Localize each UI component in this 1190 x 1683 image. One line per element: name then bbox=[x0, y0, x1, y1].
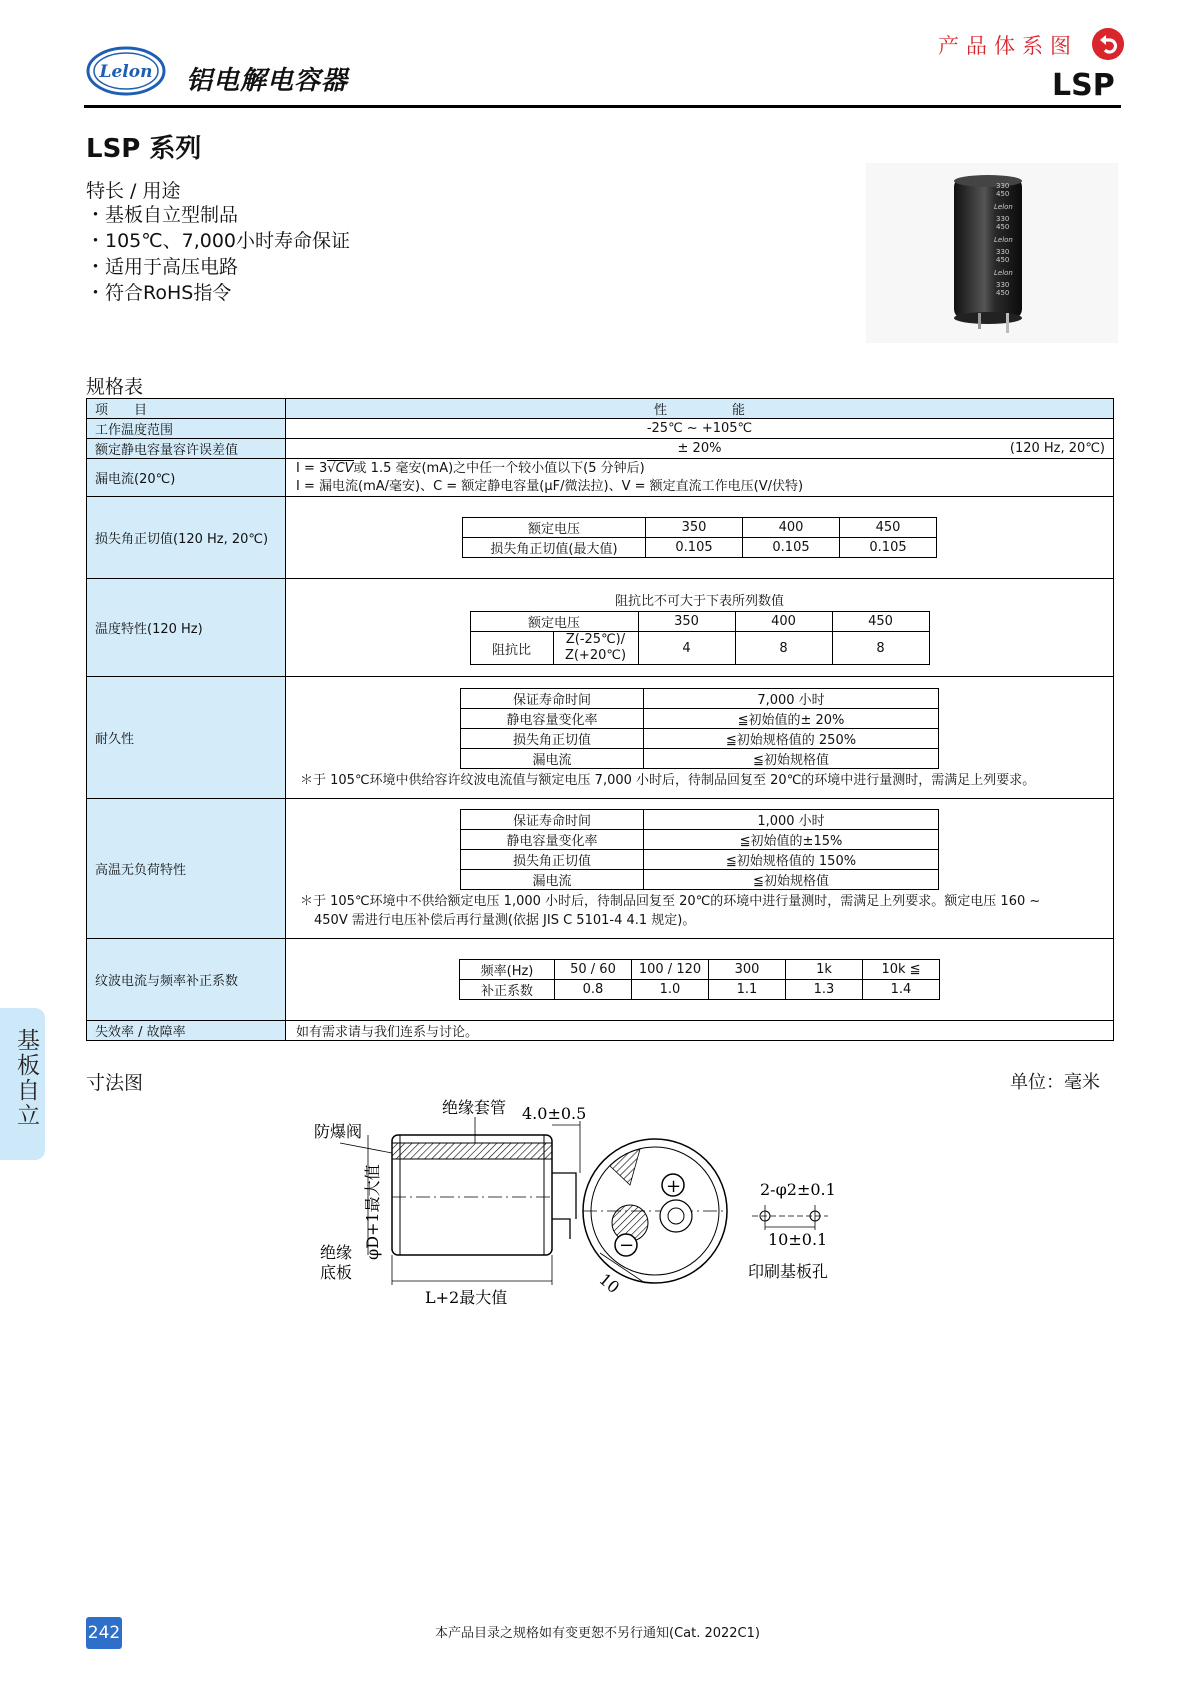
shelf-note: ＊于 105℃环境中不供给额定电压 1,000 小时后，待制品回复至 20℃的环境中进行量测时，需满足上列要求。额定电压 160 ~ 450V 需进行电压补偿后再行量测(依据 JIS C 5101-4 4.1 规定)。 bbox=[300, 894, 1041, 928]
row-label: 失效率 / 故障率 bbox=[87, 1021, 286, 1041]
temp-char-caption: 阻抗比不可大于下表所列数值 bbox=[614, 594, 784, 609]
shelf-cell bbox=[286, 799, 1114, 939]
leakage-legend: I = 漏电流(mA/毫安)、C = 额定静电容量(μF/微法拉)、V = 额定直流工作电压(V/伏特) bbox=[296, 478, 804, 494]
svg-text:450: 450 bbox=[996, 223, 1010, 231]
svg-text:Lelon: Lelon bbox=[994, 203, 1013, 211]
svg-text:Lelon: Lelon bbox=[994, 269, 1013, 277]
svg-text:450: 450 bbox=[996, 256, 1010, 264]
feature-item: ・105℃、7,000小时寿命保证 bbox=[86, 230, 350, 252]
page-number: 242 bbox=[86, 1617, 122, 1649]
row-label: 损失角正切值(120 Hz, 20℃) bbox=[87, 497, 286, 579]
cap-tol-condition: (120 Hz, 20℃) bbox=[1009, 441, 1105, 456]
table-row bbox=[87, 579, 1114, 677]
footer-note: 本产品目录之规格如有变更恕不另行通知(Cat. 2022C1) bbox=[435, 1626, 760, 1641]
features-heading: 特长 / 用途 bbox=[86, 180, 181, 202]
table-row bbox=[87, 677, 1114, 799]
side-tab-category[interactable]: 基板自立 bbox=[0, 1008, 45, 1160]
ripple-table: 频率(Hz) 50 / 60 100 / 120 300 1k 10k ≦ 补正系数 0.8 1.0 1.1 1.3 1.4 bbox=[459, 959, 940, 1000]
tan-table: 额定电压 350 400 450 损失角正切值(最大值) 0.105 0.105 0.105 bbox=[462, 517, 937, 558]
svg-text:330: 330 bbox=[996, 215, 1010, 223]
capacitor-photo bbox=[866, 163, 1118, 343]
tan-cell bbox=[286, 497, 1114, 579]
unit-label: 单位：毫米 bbox=[1010, 1072, 1100, 1093]
feature-item: ・符合RoHS指令 bbox=[86, 282, 232, 304]
svg-text:450: 450 bbox=[996, 289, 1010, 297]
table-row bbox=[87, 439, 1114, 459]
cap-tol-value: ± 20% bbox=[677, 441, 722, 456]
svg-text:Lelon: Lelon bbox=[99, 62, 153, 82]
vent-label: 防爆阀 bbox=[314, 1122, 363, 1141]
features-list bbox=[86, 202, 350, 306]
row-label: 工作温度范围 bbox=[87, 419, 286, 439]
dimension-drawing bbox=[300, 1085, 910, 1315]
row-label: 温度特性(120 Hz) bbox=[87, 579, 286, 677]
row-label: 耐久性 bbox=[87, 677, 286, 799]
row-label: 高温无负荷特性 bbox=[87, 799, 286, 939]
svg-text:−: − bbox=[619, 1235, 635, 1256]
lead-length-label: 4.0±0.5 bbox=[522, 1104, 587, 1123]
sleeve-label: 绝缘套管 bbox=[442, 1098, 507, 1117]
header-rule bbox=[84, 105, 1121, 108]
series-title: LSP 系列 bbox=[86, 134, 202, 164]
row-label: 漏电流(20℃) bbox=[87, 459, 286, 497]
product-system-link[interactable]: 产品体系图 bbox=[938, 34, 1078, 58]
row-label: 纹波电流与频率补正系数 bbox=[87, 939, 286, 1021]
svg-text:330: 330 bbox=[996, 248, 1010, 256]
table-row bbox=[87, 1021, 1114, 1041]
row-label: 额定静电容量容许误差值 bbox=[87, 439, 286, 459]
temp-range-value: -25℃ ~ +105℃ bbox=[286, 419, 1114, 439]
table-row bbox=[87, 459, 1114, 497]
col-item-header: 项 目 bbox=[87, 399, 286, 419]
endurance-cell bbox=[286, 677, 1114, 799]
spec-table bbox=[86, 398, 1114, 1041]
base-label-1: 绝缘 bbox=[320, 1243, 353, 1262]
spec-header-row bbox=[87, 399, 1114, 419]
svg-text:450: 450 bbox=[996, 190, 1010, 198]
diameter-label: φD+1最大值 bbox=[363, 1164, 382, 1260]
table-row bbox=[87, 419, 1114, 439]
pitch-label: 10±0.1 bbox=[768, 1230, 828, 1249]
svg-text:330: 330 bbox=[996, 281, 1010, 289]
svg-text:+: + bbox=[666, 1176, 682, 1197]
back-arrow-icon[interactable] bbox=[1092, 28, 1124, 60]
pcb-holes-label: 印刷基板孔 bbox=[748, 1262, 829, 1281]
feature-item: ・适用于高压电路 bbox=[86, 256, 239, 278]
failure-value: 如有需求请与我们连系与讨论。 bbox=[286, 1021, 1114, 1041]
temp-char-table: 额定电压 350 400 450 阻抗比 Z(-25℃)/ Z(+20℃) 4 8 8 bbox=[470, 611, 930, 665]
table-row bbox=[87, 939, 1114, 1021]
page-header-title: 铝电解电容器 bbox=[186, 66, 349, 96]
lelon-logo bbox=[86, 46, 166, 96]
ripple-cell bbox=[286, 939, 1114, 1021]
table-row bbox=[87, 497, 1114, 579]
svg-text:Lelon: Lelon bbox=[994, 236, 1013, 244]
temp-char-cell bbox=[286, 579, 1114, 677]
holes-label: 2-φ2±0.1 bbox=[760, 1180, 836, 1199]
shelf-table: 保证寿命时间 1,000 小时 静电容量变化率 ≦初始值的±15% 损失角正切值 ≦初始规格值的 150% 漏电流 ≦初始规格值 bbox=[460, 809, 939, 890]
angle-label: 10 bbox=[595, 1269, 624, 1298]
feature-item: ・基板自立型制品 bbox=[86, 204, 239, 226]
base-label-2: 底板 bbox=[320, 1263, 353, 1282]
col-perf-header: 性 能 bbox=[286, 399, 1114, 419]
endurance-note: ＊于 105℃环境中供给容许纹波电流值与额定电压 7,000 小时后，待制品回复至 20℃的环境中进行量测时，需满足上列要求。 bbox=[300, 772, 1036, 788]
series-code: LSP bbox=[1052, 68, 1115, 103]
endurance-table: 保证寿命时间 7,000 小时 静电容量变化率 ≦初始值的± 20% 损失角正切值 ≦初始规格值的 250% 漏电流 ≦初始规格值 bbox=[460, 688, 939, 769]
length-label: L+2最大值 bbox=[425, 1288, 508, 1307]
cap-tol-cell bbox=[286, 439, 1114, 459]
table-row bbox=[87, 799, 1114, 939]
leakage-cell bbox=[286, 459, 1114, 497]
dimensions-heading: 寸法图 bbox=[86, 1072, 144, 1094]
leakage-formula: I = 3√CV或 1.5 毫安(mA)之中任一个较小值以下(5 分钟后) bbox=[296, 460, 645, 476]
svg-text:330: 330 bbox=[996, 182, 1010, 190]
spec-heading: 规格表 bbox=[86, 376, 144, 398]
